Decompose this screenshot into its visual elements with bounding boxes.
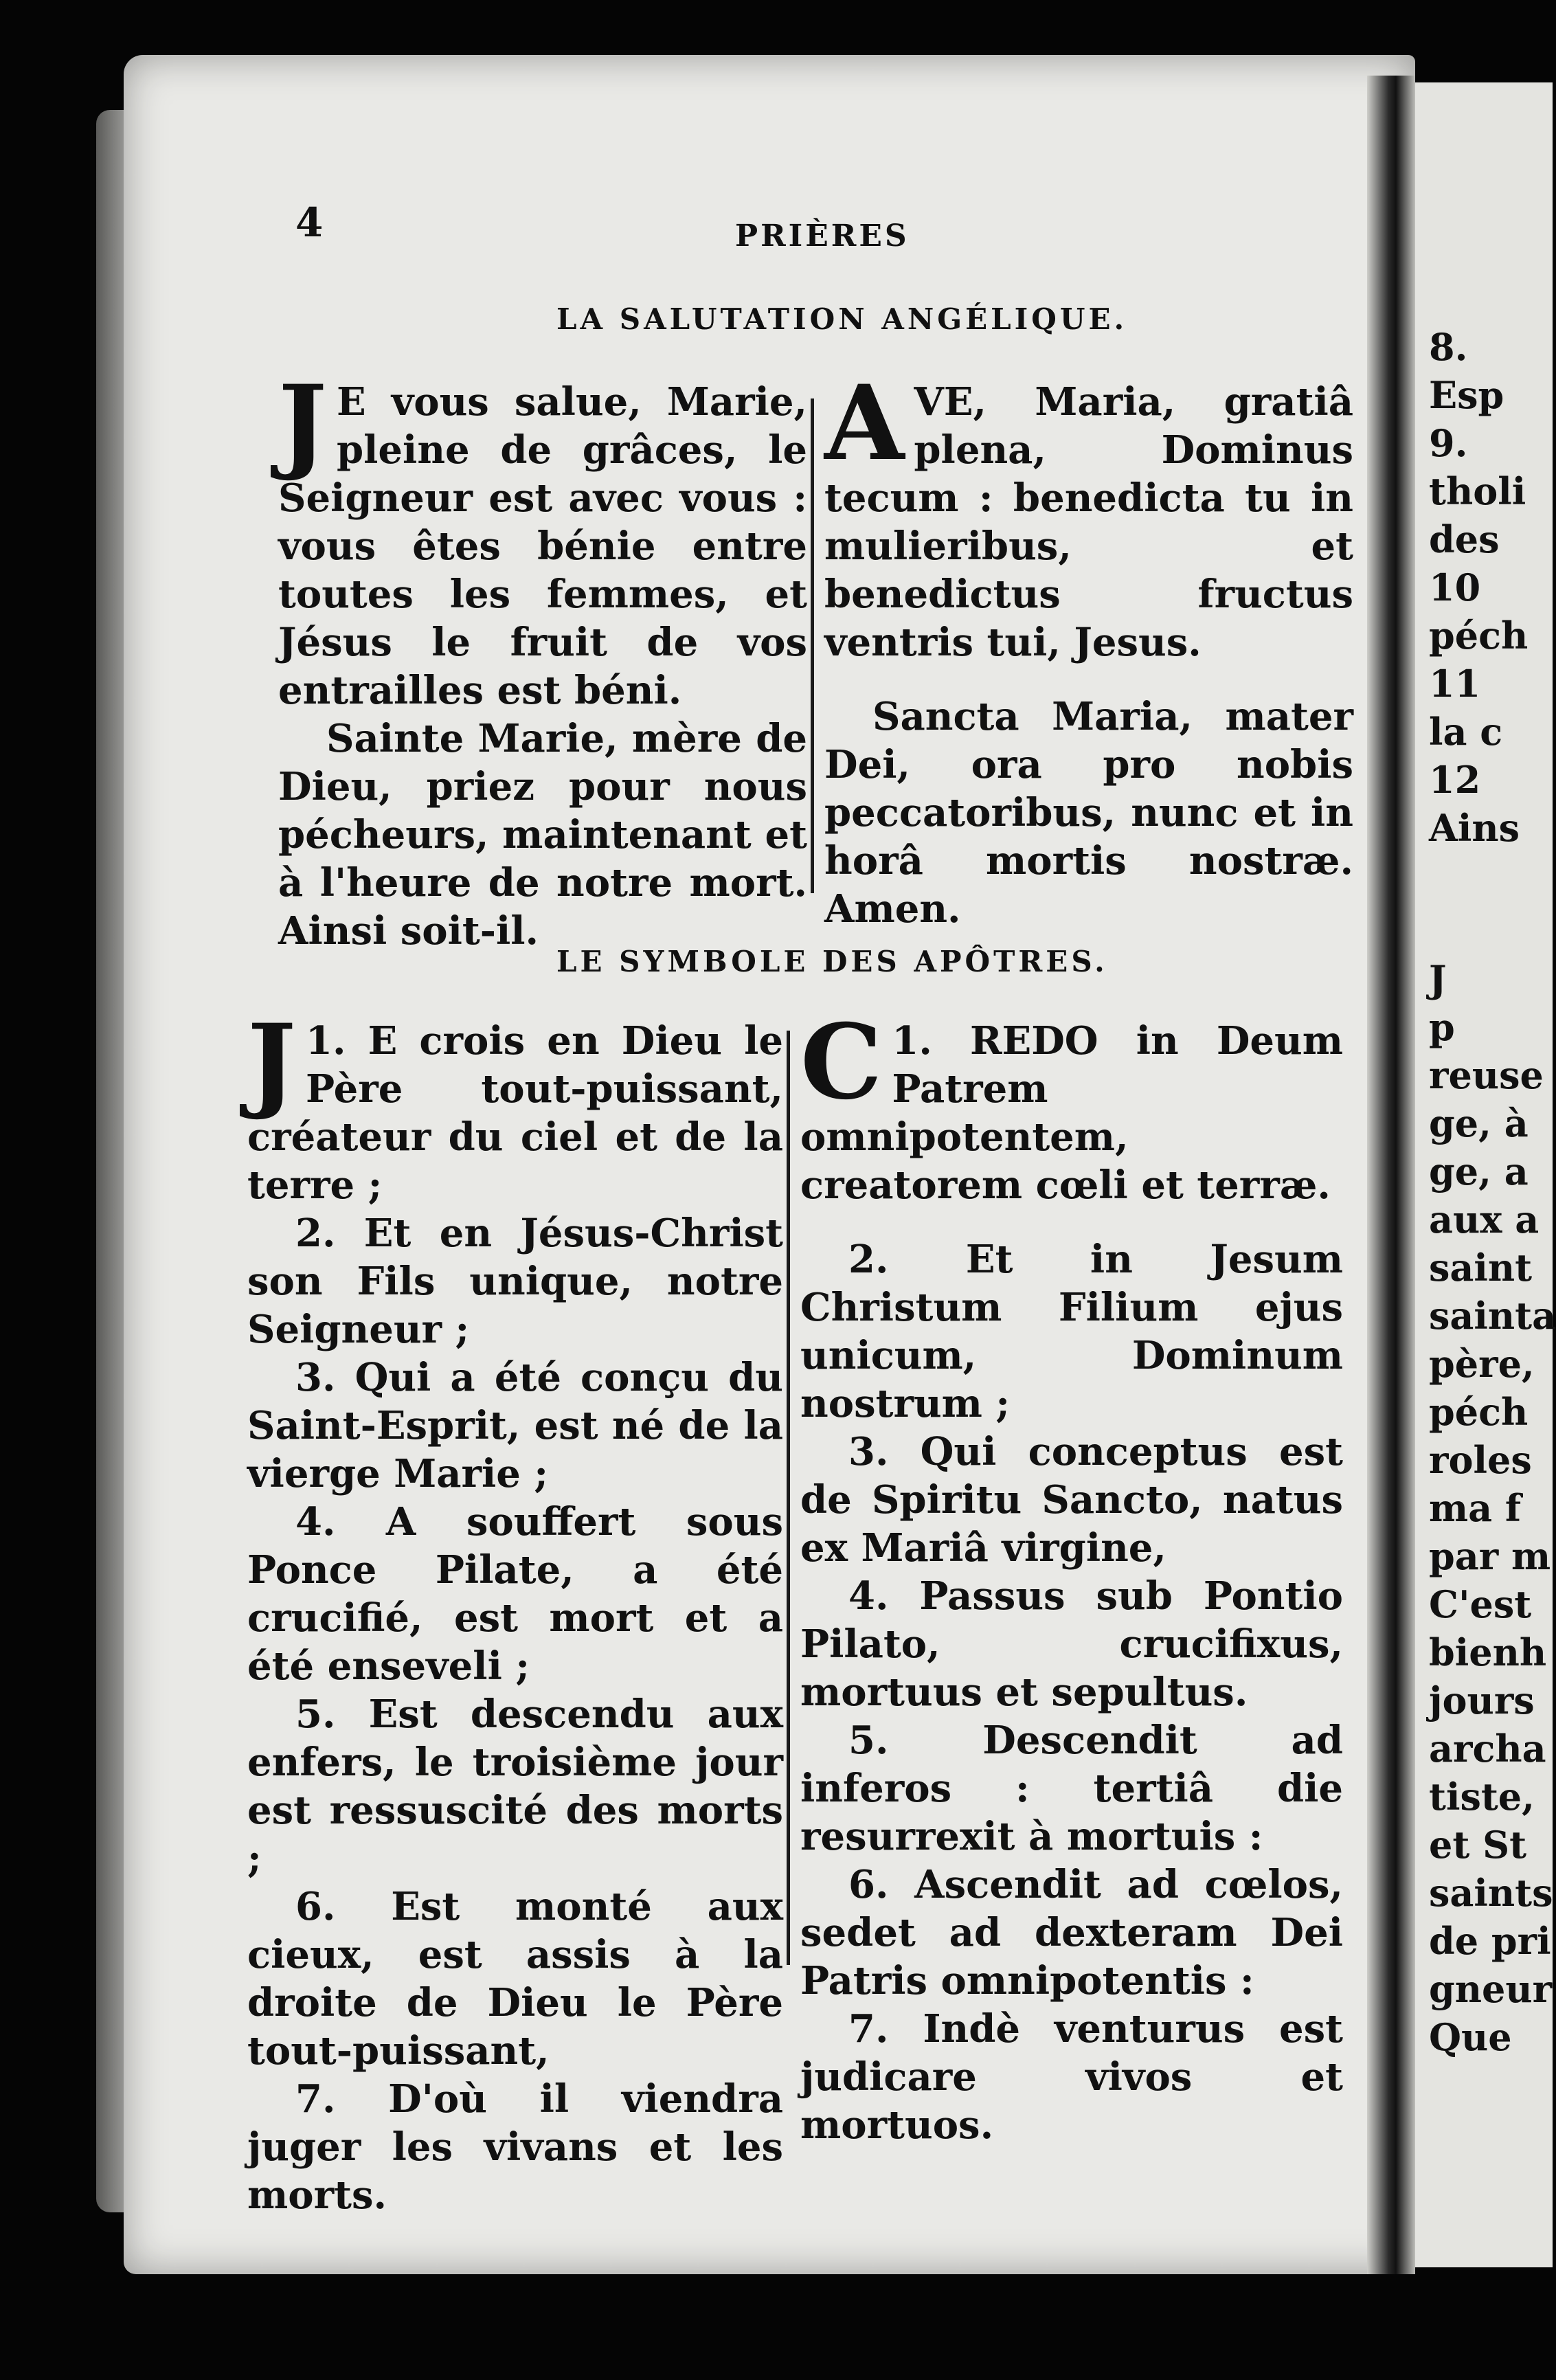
- running-title: PRIÈRES: [735, 218, 910, 254]
- facing-page-fragment: ge, à: [1429, 1101, 1529, 1145]
- symbole-french-item: 4. A souffert sous Ponce Pilate, a été crucifié, est mort et a été enseveli ;: [247, 1499, 783, 1689]
- facing-page-fragment: la c: [1429, 710, 1503, 754]
- facing-page-fragment: gneur: [1429, 1967, 1553, 2011]
- facing-page-fragment: 10: [1429, 565, 1481, 609]
- symbole-latin-item: 5. Descendit ad inferos : tertiâ die resurrexit à mortuis :: [800, 1718, 1343, 1859]
- facing-page-fragment: aux a: [1429, 1198, 1540, 1242]
- symbole-french-item: 7. D'où il viendra juger les vivans et les morts.: [247, 2076, 783, 2218]
- facing-page-fragment: saints: [1429, 1871, 1553, 1915]
- facing-page-fragment: C'est: [1429, 1582, 1532, 1626]
- symbole-french-column: 1. J E crois en Dieu le Père tout-puissant, créateur du ciel et de la terre ; 2. Et en Jésus-Christ son Fils unique, notre Seigneur ; 3. Qui a été conçu du Saint-Esprit, est né de la vierge Marie ; 4. A souffert sous Ponce Pilate, a été crucifié, est mort et a été enseveli ; 5. Est descendu aux enfers, le troisième jour est ressuscité des morts ; 6. Est monté aux cieux, est assis à la droite de Dieu le Père tout-puissant, 7. D'où il viendra juger les vivans et les morts.: [247, 1002, 784, 2218]
- facing-page-fragment: 12: [1429, 758, 1481, 802]
- symbole-latin-item: 6. Ascendit ad cœlos, sedet ad dexteram Dei Patris omnipotentis :: [800, 1862, 1343, 2003]
- facing-page-fragment: de pri: [1429, 1919, 1551, 1963]
- facing-page-fragment: tholi: [1429, 469, 1526, 513]
- book-gutter: [1367, 76, 1415, 2274]
- symbole-french-item: 2. Et en Jésus-Christ son Fils unique, notre Seigneur ;: [247, 1211, 783, 1352]
- dropcap: A: [824, 363, 905, 484]
- symbole-latin-item: 3. Qui conceptus est de Spiritu Sancto, natus ex Mariâ virgine,: [800, 1429, 1343, 1571]
- facing-page-fragment: père,: [1429, 1342, 1535, 1386]
- facing-page-fragment: et St: [1429, 1823, 1527, 1867]
- symbole-french-item: 3. Qui a été conçu du Saint-Esprit, est né de la vierge Marie ;: [247, 1355, 783, 1496]
- facing-page-fragment: 8.: [1429, 325, 1468, 369]
- symbole-latin-item: 2. Et in Jesum Christum Filium ejus unicum, Dominum nostrum ;: [800, 1237, 1343, 1426]
- symbole-latin-item: 7. Indè venturus est judicare vivos et mortuos.: [800, 2006, 1343, 2148]
- facing-page-fragment: Que: [1429, 2015, 1512, 2059]
- facing-page-fragment: reuse: [1429, 1053, 1544, 1097]
- salutation-french-para2: Sainte Marie, mère de Dieu, priez pour nous pécheurs, maintenant et à l'heure de notre mort. Ainsi soit-il.: [278, 716, 807, 954]
- facing-page-fragment: Esp: [1429, 373, 1504, 417]
- facing-page-fragment: 9.: [1429, 421, 1468, 465]
- facing-page-fragment: bienh: [1429, 1630, 1547, 1674]
- section-title-symbole: LE SYMBOLE DES APÔTRES.: [556, 945, 1108, 978]
- facing-page-fragment: archa: [1429, 1727, 1546, 1771]
- facing-page-fragment: saint: [1429, 1246, 1533, 1290]
- salutation-french-para1: vous salue, Marie, pleine de grâces, le Seigneur est avec vous : vous êtes bénie entre toutes les femmes, et Jésus le fruit de vos entrailles est béni.: [278, 379, 807, 713]
- facing-page-fragment: sainta: [1429, 1294, 1556, 1338]
- column-rule: [787, 1031, 790, 1965]
- symbole-french-item: 6. Est monté aux cieux, est assis à la droite de Dieu le Père tout-puissant,: [247, 1884, 783, 2074]
- facing-page-fragment: Ains: [1429, 806, 1520, 850]
- salutation-latin-para2: Sancta Maria, mater Dei, ora pro nobis peccatoribus, nunc et in horâ mortis nostræ. Amen.: [824, 694, 1353, 932]
- facing-page-fragment: J: [1429, 957, 1447, 1001]
- facing-page-fragment: par m: [1429, 1534, 1551, 1578]
- facing-page-fragment: 11: [1429, 662, 1481, 706]
- symbole-french-item: 5. Est descendu aux enfers, le troisième jour est ressuscité des morts ;: [247, 1692, 783, 1881]
- facing-page-fragment: jours: [1429, 1679, 1535, 1722]
- dropcap: C: [800, 1002, 883, 1123]
- dropcap: J: [278, 363, 327, 484]
- column-rule: [811, 398, 814, 893]
- facing-page-fragment: roles: [1429, 1438, 1532, 1482]
- salutation-latin-para1: Maria, gratiâ plena, Dominus tecum : benedicta tu in mulieribus, et benedictus fructus ventris tui, Jesus.: [824, 379, 1354, 665]
- facing-page-fragment: tiste,: [1429, 1775, 1535, 1819]
- page-number: 4: [295, 199, 324, 246]
- facing-page-fragment: péch: [1429, 614, 1529, 658]
- symbole-latin-item: 4. Passus sub Pontio Pilato, crucifixus, mortuus et sepultus.: [800, 1573, 1343, 1715]
- facing-page-fragment: ge, a: [1429, 1149, 1529, 1193]
- salutation-latin-column: AVE, Maria, gratiâ plena, Dominus tecum : benedicta tu in mulieribus, et benedictus fructus ventris tui, Jesus. Sancta Maria, mater Dei, ora pro nobis peccatoribus, nunc et in horâ mortis nostræ. Amen.: [824, 363, 1354, 932]
- facing-page-fragment: des: [1429, 517, 1500, 561]
- dropcap: J: [247, 1002, 296, 1123]
- facing-page-fragment: péch: [1429, 1390, 1529, 1434]
- section-title-salutation: LA SALUTATION ANGÉLIQUE.: [556, 302, 1128, 336]
- facing-page-fragment: ma f: [1429, 1486, 1522, 1530]
- facing-page-fragment: p: [1429, 1005, 1455, 1049]
- salutation-french-column: J E vous salue, Marie, pleine de grâces, le Seigneur est avec vous : vous êtes bénie entre toutes les femmes, et Jésus le fruit de vos entrailles est béni. Sainte Marie, mère de Dieu, priez pour nous pécheurs, maintenant et à l'heure de notre mort. Ainsi soit-il.: [278, 363, 807, 954]
- symbole-latin-column: 1. C REDO in Deum Patrem omnipotentem, creatorem cœli et terræ. 2. Et in Jesum Christum Filium ejus unicum, Dominum nostrum ; 3. Qui conceptus est de Spiritu Sancto, natus ex Mariâ virgine, 4. Passus sub Pontio Pilato, crucifixus, mortuus et sepultus. 5. Descendit ad inferos : tertiâ die resurrexit à mortuis : 6. Ascendit ad cœlos, sedet ad dexteram Dei Patris omnipotentis : 7. Indè venturus est judicare vivos et mortuos.: [800, 1002, 1343, 2148]
